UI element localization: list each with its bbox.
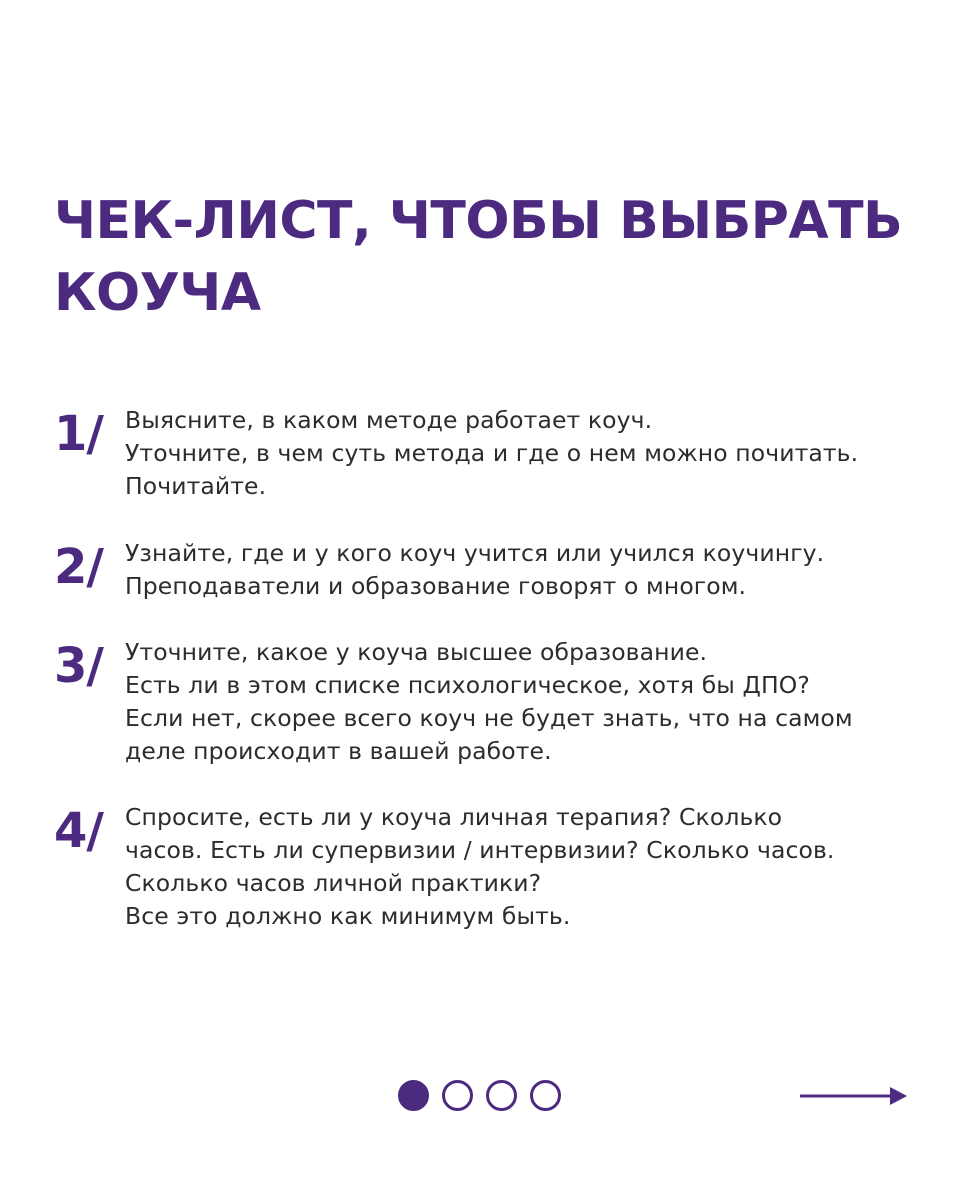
item-text-line: деле происходит в вашей работе. xyxy=(125,737,552,765)
item-text-line: Есть ли в этом списке психологическое, хотя бы ДПО? xyxy=(125,671,810,699)
pagination-dot-2[interactable] xyxy=(442,1080,473,1111)
item-text-line: часов. Есть ли супервизии / интервизии? Сколько часов. xyxy=(125,836,835,864)
page-title xyxy=(54,185,934,329)
item-text-line: Узнайте, где и у кого коуч учится или учился коучингу. xyxy=(125,539,825,567)
item-number: 1/ xyxy=(54,406,103,462)
pagination-dots xyxy=(398,1080,561,1112)
item-text-line: Если нет, скорее всего коуч не будет знать, что на самом xyxy=(125,704,853,732)
item-text-line: Выясните, в каком методе работает коуч. xyxy=(125,406,653,434)
item-text-line: Преподаватели и образование говорят о многом. xyxy=(125,572,747,600)
item-number: 3/ xyxy=(54,638,103,694)
item-text-line: Все это должно как минимум быть. xyxy=(125,902,571,930)
item-text xyxy=(125,537,925,603)
item-text xyxy=(125,636,925,768)
item-text-line: Уточните, какое у коуча высшее образование. xyxy=(125,638,708,666)
pagination-dot-3[interactable] xyxy=(486,1080,517,1111)
item-text-line: Сколько часов личной практики? xyxy=(125,869,542,897)
item-text-line: Спросите, есть ли у коуча личная терапия? Сколько xyxy=(125,803,783,831)
item-text-line: Почитайте. xyxy=(125,472,267,500)
item-number: 4/ xyxy=(54,803,103,859)
arrow-right-icon[interactable] xyxy=(800,1084,908,1108)
title-line: КОУЧА xyxy=(54,263,261,323)
item-text-line: Уточните, в чем суть метода и где о нем можно почитать. xyxy=(125,439,859,467)
pagination-dot-1[interactable] xyxy=(398,1080,429,1111)
item-text xyxy=(125,801,925,933)
item-text xyxy=(125,404,925,503)
title-line: ЧЕК-ЛИСТ, ЧТОБЫ ВЫБРАТЬ xyxy=(54,191,903,251)
pagination-dot-4[interactable] xyxy=(530,1080,561,1111)
item-number: 2/ xyxy=(54,539,103,595)
